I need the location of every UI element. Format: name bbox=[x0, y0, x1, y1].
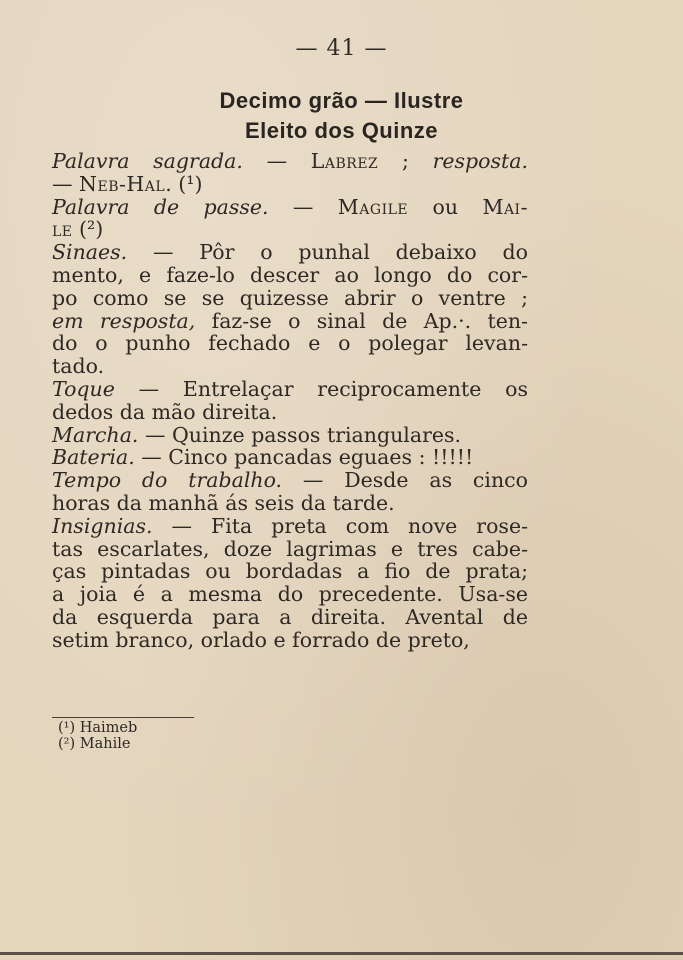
text-run: horas da manhã ás seis da tarde. bbox=[52, 490, 395, 515]
text-run: tas escarlates, doze lagrimas e tres cabe- bbox=[52, 536, 528, 561]
italic-term: Tempo do trabalho. bbox=[52, 468, 283, 493]
text-line bbox=[52, 538, 528, 561]
text-line bbox=[52, 196, 528, 219]
text-run: po como se se quizesse abrir o ventre ; bbox=[52, 285, 528, 310]
italic-term: Palavra sagrada. bbox=[52, 149, 243, 173]
body-text bbox=[52, 150, 528, 652]
italic-term: em resposta, bbox=[52, 308, 196, 333]
text-line bbox=[52, 378, 528, 401]
italic-term: resposta. bbox=[432, 149, 528, 173]
small-caps-word: Neb-Hal bbox=[79, 171, 166, 196]
text-line bbox=[52, 355, 528, 378]
text-run: . (¹) bbox=[165, 171, 203, 196]
italic-term: Bateria. bbox=[52, 445, 135, 470]
text-line bbox=[52, 287, 528, 310]
text-run: ; bbox=[378, 149, 433, 173]
text-run: da esquerda para a direita. Avental de bbox=[52, 604, 528, 629]
text-line bbox=[52, 173, 528, 196]
text-line bbox=[52, 332, 528, 355]
text-line bbox=[52, 150, 528, 173]
text-run: — bbox=[52, 171, 80, 196]
italic-term: Palavra de passe. bbox=[52, 194, 269, 219]
text-run: mento, e faze-lo descer ao longo do cor- bbox=[52, 262, 528, 287]
text-run: — Cinco pancadas eguaes : !!!!! bbox=[134, 445, 474, 470]
small-caps-word: Labrez bbox=[310, 149, 379, 173]
text-line bbox=[52, 401, 528, 424]
small-caps-word: Magile bbox=[337, 194, 409, 219]
small-caps-word: le bbox=[52, 217, 73, 242]
text-run: faz-se o sinal de Ap.·. ten- bbox=[195, 308, 528, 333]
text-line bbox=[52, 310, 528, 333]
text-line bbox=[52, 424, 528, 447]
text-run: ou bbox=[408, 194, 483, 219]
text-run: — Fita preta com nove rose- bbox=[152, 513, 528, 538]
text-line bbox=[52, 560, 528, 583]
text-run: tado. bbox=[52, 354, 105, 379]
footnote: (²) Mahile bbox=[58, 736, 131, 752]
italic-term: Marcha. bbox=[52, 422, 139, 447]
text-line bbox=[52, 241, 528, 264]
text-run: — Quinze passos triangulares. bbox=[138, 422, 462, 447]
text-run: dedos da mão direita. bbox=[52, 399, 278, 424]
text-run: — Entrelaçar reciprocamente os bbox=[114, 376, 528, 401]
text-run: do o punho fechado e o polegar levan- bbox=[52, 331, 528, 356]
chapter-heading-line-2: Eleito dos Quinze bbox=[244, 118, 439, 143]
page-number: — 41 — bbox=[295, 36, 388, 61]
footnotes bbox=[58, 720, 137, 752]
text-line bbox=[52, 446, 528, 469]
text-line bbox=[52, 264, 528, 287]
italic-term: Insignias. bbox=[52, 513, 153, 538]
text-run: — Desde as cinco bbox=[282, 468, 528, 493]
footnote-rule bbox=[52, 717, 194, 718]
text-line bbox=[52, 469, 528, 492]
text-run: (²) bbox=[72, 217, 104, 242]
text-run: — bbox=[268, 194, 338, 219]
text-run: — bbox=[242, 149, 311, 173]
footnote: (¹) Haimeb bbox=[58, 720, 138, 736]
italic-term: Sinaes. bbox=[52, 240, 128, 265]
text-line bbox=[52, 492, 528, 515]
text-run: setim branco, orlado e forrado de preto, bbox=[52, 627, 470, 652]
text-line bbox=[52, 606, 528, 629]
text-run: — Pôr o punhal debaixo do bbox=[127, 240, 528, 265]
chapter-heading-line-1: Decimo grão — Ilustre bbox=[219, 88, 464, 113]
text-line bbox=[52, 629, 528, 652]
italic-term: Toque bbox=[52, 376, 115, 401]
text-run: ças pintadas ou bordadas a fio de prata; bbox=[52, 559, 528, 584]
small-caps-word: Mai- bbox=[482, 194, 529, 219]
page-bottom-edge bbox=[0, 952, 683, 955]
text-line bbox=[52, 583, 528, 606]
text-run: a joia é a mesma do precedente. Usa-se bbox=[52, 582, 528, 607]
text-line bbox=[52, 515, 528, 538]
text-line bbox=[52, 218, 528, 241]
